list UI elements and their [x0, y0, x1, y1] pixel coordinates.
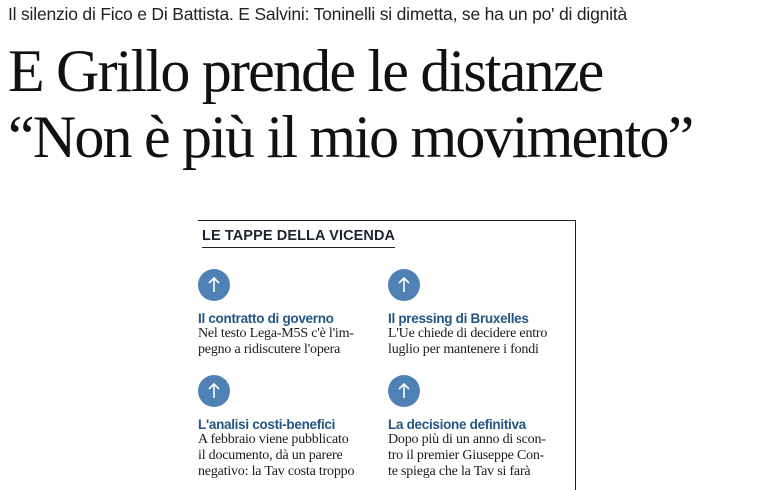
headline-line-1: E Grillo prende le distanze	[8, 38, 603, 104]
step-pressing	[388, 269, 566, 358]
arrow-up-icon	[198, 269, 230, 301]
step-text: Nel testo Lega-M5S c'è l'im- pegno a ridiscutere l'opera	[198, 326, 354, 357]
step-title: L'analisi costi-benefici	[198, 417, 336, 432]
step-title: La decisione definitiva	[388, 417, 526, 432]
headline	[8, 38, 692, 170]
step-text: A febbraio viene pubblicato il documento, dà un parere negativo: la Tav costa troppo	[198, 432, 355, 479]
step-contratto	[198, 269, 376, 358]
step-text: Dopo più di un anno di scon- tro il premier Giuseppe Con- te spiega che la Tav si farà	[388, 432, 546, 479]
headline-line-2: “Non è più il mio movimento”	[8, 104, 693, 170]
arrow-up-icon	[198, 375, 230, 407]
arrow-up-icon	[388, 375, 420, 407]
arrow-up-icon	[388, 269, 420, 301]
box-title: LE TAPPE DELLA VICENDA	[202, 228, 395, 248]
step-decisione	[388, 375, 566, 480]
step-title: Il pressing di Bruxelles	[388, 311, 529, 326]
kicker: Il silenzio di Fico e Di Battista. E Salvini: Toninelli si dimetta, se ha un po' di dignità	[8, 4, 628, 24]
timeline-box	[198, 220, 576, 490]
step-analisi	[198, 375, 376, 480]
step-text: L'Ue chiede di decidere entro luglio per mantenere i fondi	[388, 326, 548, 357]
step-title: Il contratto di governo	[198, 311, 334, 326]
